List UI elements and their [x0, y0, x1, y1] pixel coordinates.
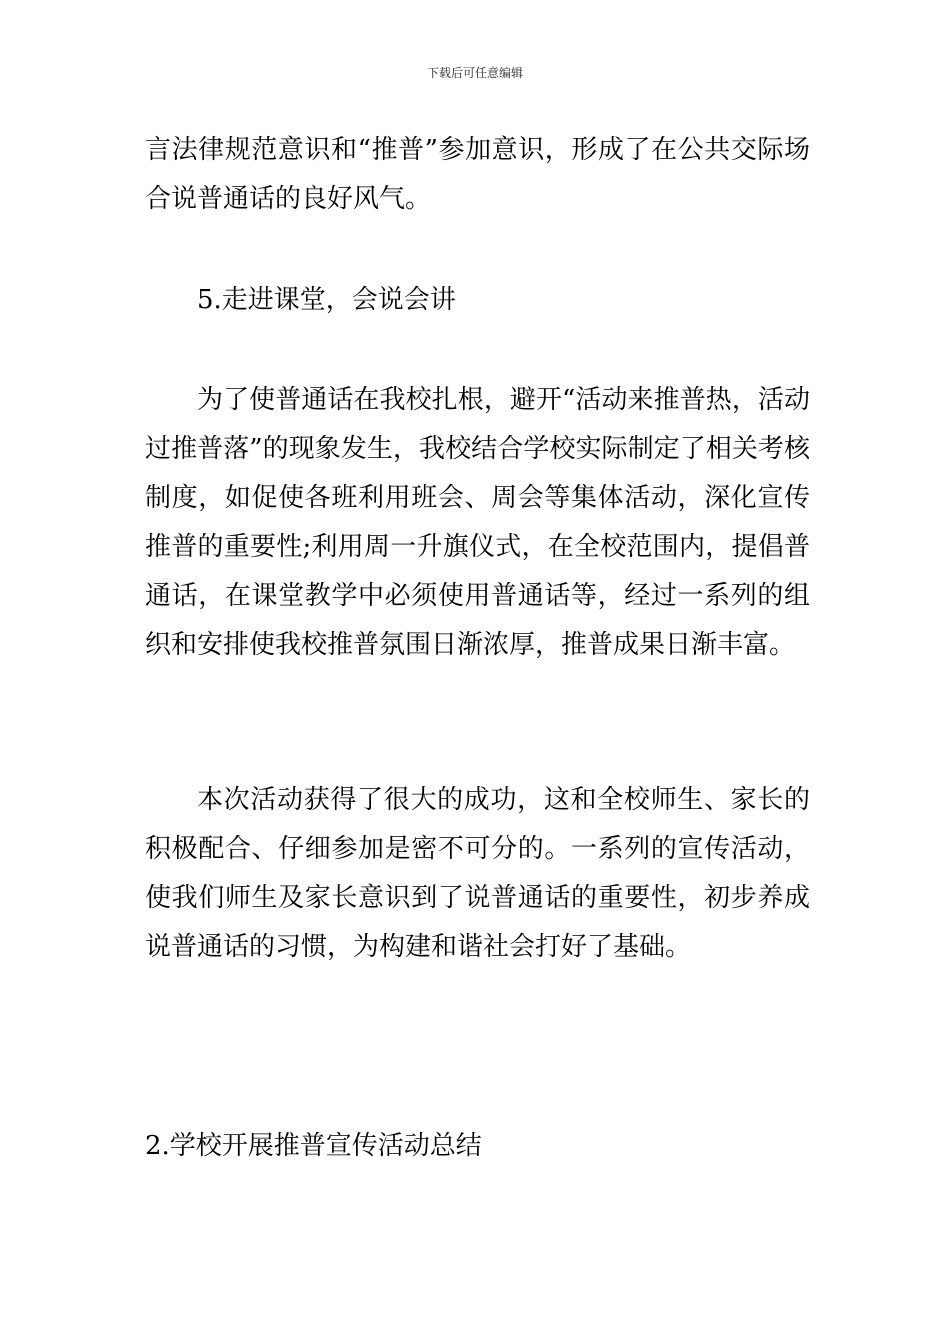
- section-heading-5: 5.走进课堂，会说会讲: [197, 285, 456, 315]
- paragraph-classroom: 为了使普通话在我校扎根，避开“活动来推普热，活动过推普落”的现象发生，我校结合学校实际制定了相关考核制度，如促使各班利用班会、周会等集体活动，深化宣传推普的重要性;利用周一升旗仪式，在全校范围内，提倡普通话，在课堂教学中必须使用普通话等，经过一系列的组织和安排使我校推普氛围日渐浓厚，推普成果日渐丰富。: [145, 385, 810, 660]
- paragraph-continuation: 言法律规范意识和“推普”参加意识，形成了在公共交际场合说普通话的良好风气。: [145, 135, 810, 214]
- paragraph-conclusion: 本次活动获得了很大的成功，这和全校师生、家长的积极配合、仔细参加是密不可分的。一系列的宣传活动，使我们师生及家长意识到了说普通话的重要性，初步养成说普通话的习惯，为构建和谐社会打好了基础。: [145, 785, 810, 962]
- page-header: 下载后可任意编辑: [426, 66, 523, 80]
- document-title-2: 2.学校开展推普宣传活动总结: [145, 1131, 482, 1161]
